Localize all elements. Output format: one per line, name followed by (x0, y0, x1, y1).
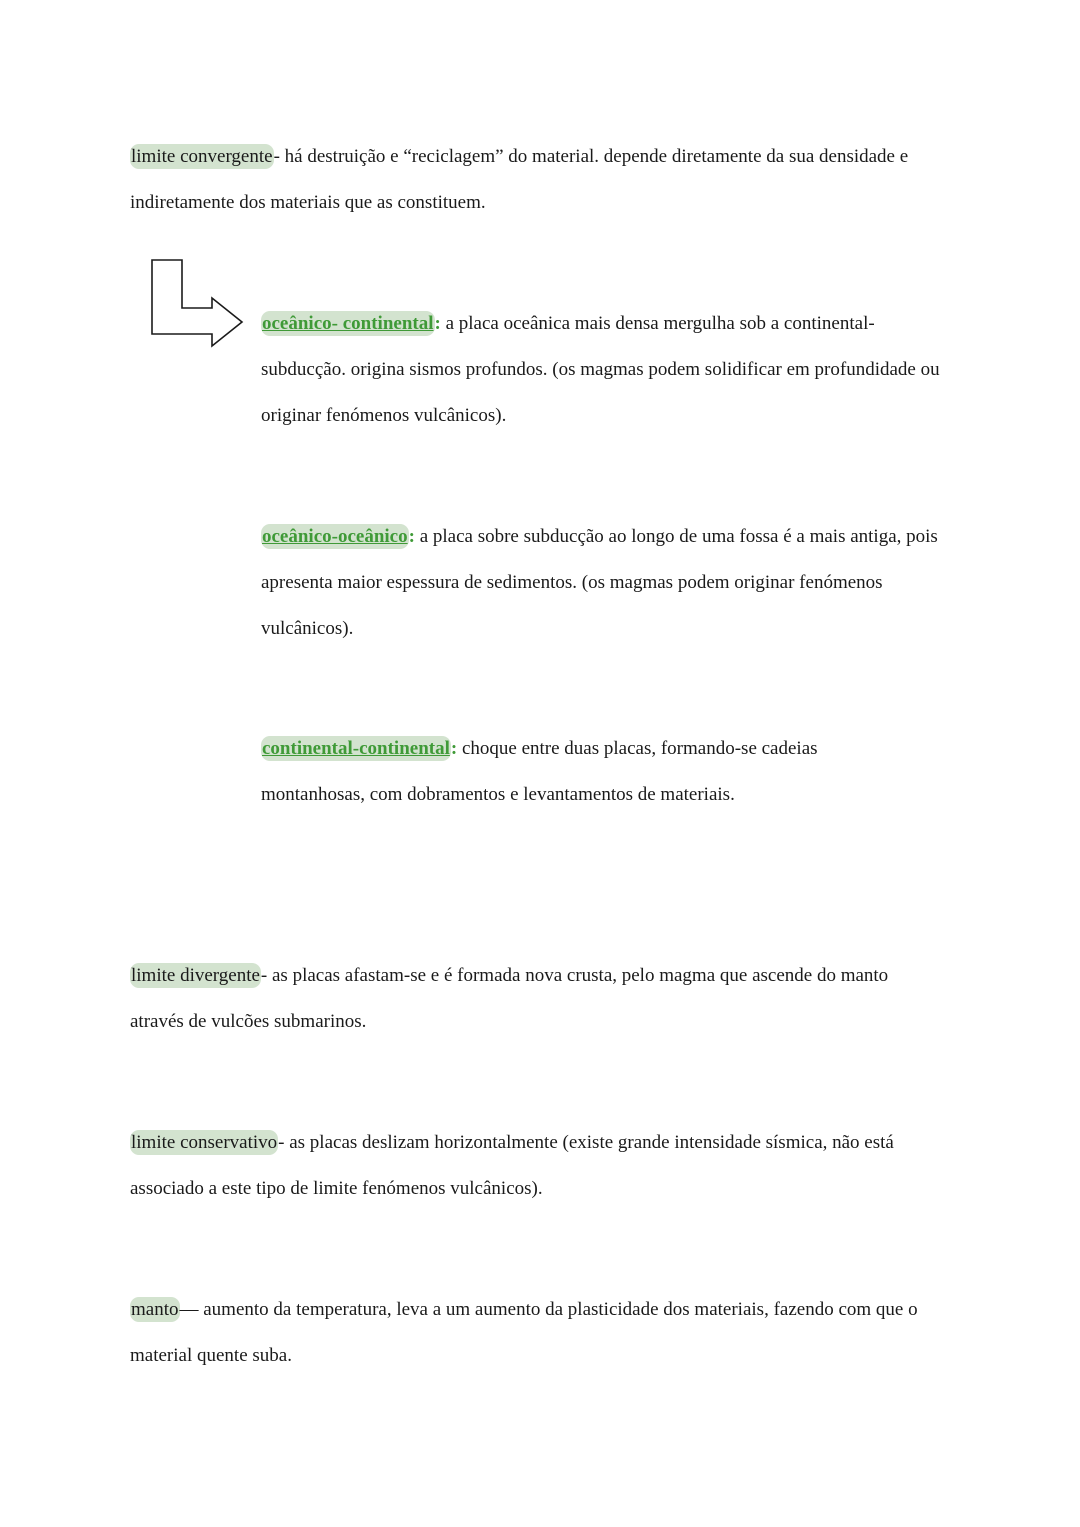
term-oceanico-continental: oceânico- continental (262, 313, 434, 334)
paragraph-text: choque entre duas placas, formando-se cadeias montanhosas, com dobramentos e levantamentos de materiais. (261, 738, 818, 805)
bent-right-arrow-icon (150, 258, 246, 350)
term-limite-divergente: limite divergente (131, 965, 260, 986)
term-continental-continental: continental-continental (262, 738, 450, 759)
term-separator: : (450, 738, 458, 759)
term-separator: : (434, 313, 441, 334)
term-separator: - (260, 965, 268, 986)
paragraph-text: aumento da temperatura, leva a um aumento da plasticidade dos materiais, fazendo com que o material quente suba. (130, 1299, 918, 1366)
paragraph-oceanico-oceanico (261, 514, 951, 652)
paragraph-oceanico-continental (261, 301, 961, 439)
term-limite-convergente: limite convergente (131, 146, 273, 167)
term-separator: — (179, 1299, 199, 1320)
term-manto: manto (131, 1299, 179, 1320)
paragraph-text: a placa oceânica mais densa mergulha sob a continental- subducção. origina sismos profundos. (os magmas podem solidificar em profundidade ou originar fenómenos vulcânicos). (261, 313, 940, 426)
term-separator: - (278, 1132, 285, 1153)
paragraph-text: as placas afastam-se e é formada nova crusta, pelo magma que ascende do manto através de vulcões submarinos. (130, 965, 889, 1032)
term-oceanico-oceanico: oceânico-oceânico (262, 526, 408, 547)
paragraph-manto (130, 1287, 960, 1379)
paragraph-limite-convergente (130, 134, 960, 226)
paragraph-limite-divergente (130, 953, 945, 1045)
paragraph-text: as placas deslizam horizontalmente (existe grande intensidade sísmica, não está associado a este tipo de limite fenómenos vulcânicos). (130, 1132, 894, 1199)
term-separator: : (408, 526, 415, 547)
paragraph-text: há destruição e “reciclagem” do material. depende diretamente da sua densidade e indiretamente dos materiais que as constituem. (130, 146, 909, 213)
term-limite-conservativo: limite conservativo (131, 1132, 278, 1153)
paragraph-text: a placa sobre subducção ao longo de uma fossa é a mais antiga, pois apresenta maior espessura de sedimentos. (os magmas podem originar fenómenos vulcânicos). (261, 526, 938, 639)
paragraph-limite-conservativo (130, 1120, 960, 1212)
term-separator: - (273, 146, 280, 167)
paragraph-continental-continental (261, 726, 881, 818)
